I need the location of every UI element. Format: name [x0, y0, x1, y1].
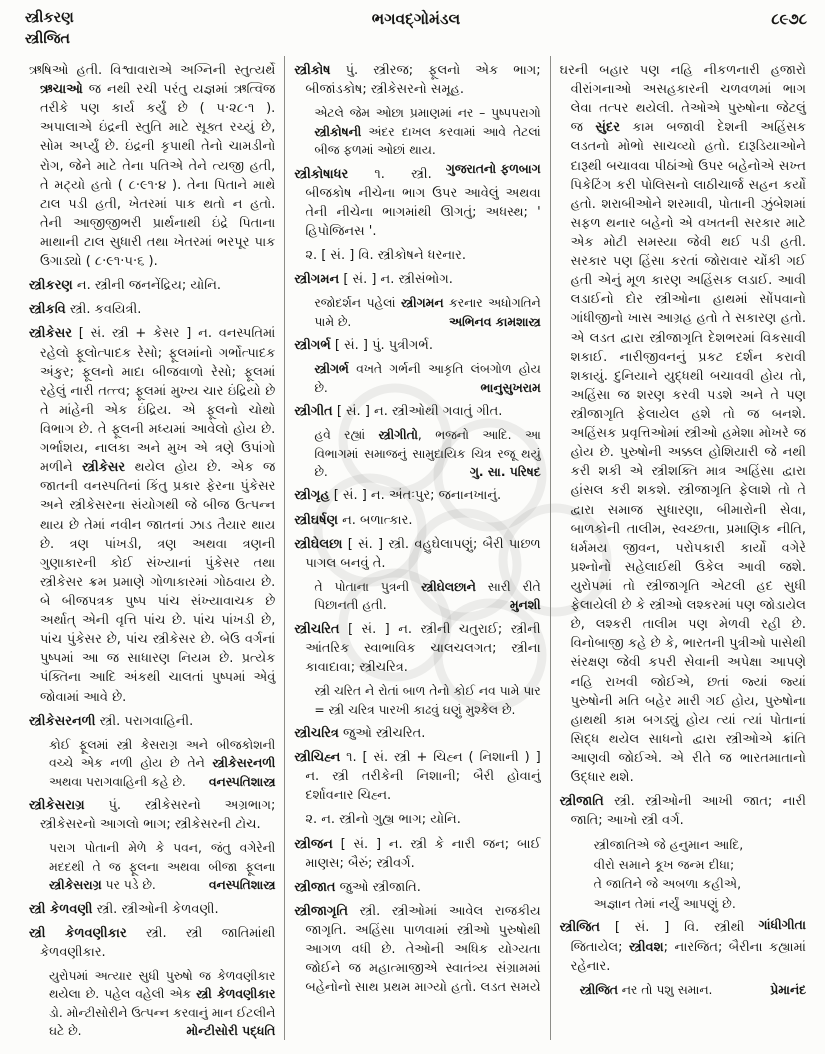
- citation-quote: [49, 839, 275, 894]
- definition-text: નર તો પશુ સમાન.: [617, 982, 713, 997]
- headword-bold-text: સ્ત્રીજન: [294, 836, 333, 852]
- headword-bold-text: સ્ત્રીકેસરાગ્ર: [29, 798, 85, 814]
- dictionary-entry: [29, 300, 275, 319]
- column-3: [550, 56, 815, 1040]
- headword-bold-text: સ્ત્રીકોષ: [294, 63, 331, 78]
- citation-quote: [314, 578, 540, 615]
- definition-text: ઋષિઓ હતી. વિશ્વાવારાએ અગ્નિની સ્તુત્યર્થે: [29, 63, 276, 78]
- headword-bold-text: સ્ત્રીચિહ્ન: [294, 750, 341, 766]
- citation-source: ગુ. સા. પરિષદ: [469, 465, 541, 480]
- column-1: [20, 56, 284, 1040]
- headword-bold-text: સ્ત્રીકોષાધર: [294, 166, 349, 182]
- definition-text: [ સં. ] ન. સ્ત્રીની ચતુરાઈ; સ્ત્રીની આંતરિક સ્વાભાવિક ચાલચલગત; સ્ત્રીના કાવાદાવા; સ્ત્રીચરિત્ર.: [305, 621, 541, 675]
- dictionary-entry: [294, 748, 540, 805]
- headword-bold-text: સ્ત્રીઘર્ષણ: [294, 512, 338, 528]
- definition-text: રજોદર્શન પહેલાં: [314, 296, 402, 311]
- definition-text: ૧. સ્ત્રી. બીજકોષ નીચેના ભાગ ઉપર આવેલું અથવા તેની નીચેના ભાગમાંથી ઊગતું; અધસ્થ; ' હિપોજિનસ '.: [305, 166, 541, 239]
- definition-text: [ સં. ] ન. અંતઃપુર; જનાનખાનું.: [329, 488, 502, 504]
- dictionary-entry: [294, 902, 540, 998]
- page-number: ૮૯૭૮: [771, 10, 807, 28]
- headword-bold-text: સ્ત્રીકેસરનળી: [212, 756, 276, 771]
- headword-bold-text: સ્ત્રીકરણ: [29, 278, 73, 294]
- citation-source: ગાંધીગીતા: [758, 917, 806, 933]
- citation-source: પ્રેમાનંદ: [770, 982, 806, 997]
- headword-bold-text: સ્ત્રીજિત: [579, 982, 618, 997]
- headword-bold-text: સ્ત્રીગર્ભ: [294, 338, 331, 354]
- headword-bold-text: સ્ત્રીગૃહ: [294, 488, 330, 504]
- headword-bold-text: સ્ત્રીકવિ: [29, 302, 66, 318]
- definition-text: [ સં. ] ન. સ્ત્રીસંભોગ.: [339, 272, 453, 288]
- dictionary-entry: [294, 878, 540, 897]
- definition-text: થયેલ હોય છે. એક જ જાતની વનસ્પતિનાં કિંતુ પ્રકાર ફેરના પુંકેસર અને સ્ત્રીકેસરના સંયોગથી જે બીજ ઉત્પન્ન થાય છે તેમાં નવીન જાતનાં ઝાડ તૈયાર થાય છે. ત્રણ પાંખડી, ત્રણ અથવા ત્રણની ગુણાકારની કોઈ સંખ્યાનાં પુંકેસર તથા સ્ત્રીકેસર ક્રમ પ્રમાણે ગોળાકારમાં ગોઠવાય છે. બે બીજપત્રક પુષ્પ પાંચ સંખ્યાવાચક છે અર્થાત્ એની વૃત્તિ પાંચ છે. પાંચ પાંખડી છે, પાંચ પુંકેસર છે, પાંચ સ્ત્રીકેસર છે. બેઉ વર્ગનાં પુષ્પમાં આ જ સાધારણ નિયમ છે. પ્રત્યેક પંક્તિના આદિ અંકથી ચાલતાં પુષ્પમાં એવું જોવામાં આવે છે.: [40, 460, 276, 705]
- definition-text: ૧. [ સં. સ્ત્રી + ચિહ્ન ( નિશાની ) ] ન. સ્ત્રી તરીકેની નિશાની; બૈરી હોવાનું દર્શાવનાર ચિહ્ન.: [305, 750, 541, 804]
- headword-bold-text: સ્ત્રીગમન: [294, 272, 340, 288]
- definition-text: હવે રહ્યાં: [314, 428, 379, 443]
- headword-bold-text: સ્ત્રીઘેલછા: [294, 536, 343, 552]
- dictionary-entry: [294, 336, 540, 355]
- text-columns: [20, 56, 815, 1040]
- dictionary-entry: [29, 276, 275, 295]
- headword-bold-text: સ્ત્રીગીતો: [378, 428, 418, 443]
- citation-source: અભિનવ કામશાસ્ત્ર: [448, 314, 541, 329]
- definition-text: એટલે જેમ ઓછા પ્રમાણમાં નર – પુષ્પપરાગો: [314, 106, 541, 121]
- dictionary-entry: [294, 535, 540, 573]
- headword-bold-text: સ્ત્રીજિત: [559, 920, 601, 936]
- citation-quote: [580, 981, 806, 999]
- header-guide-words: [25, 8, 215, 50]
- headword-bold-text: સ્ત્રીકેસર: [29, 326, 72, 342]
- definition-text: જ નથી રચી પરંતુ યજ્ઞમાં ઋત્વિજ તરીકે પણ કાર્ય કર્યું છે ( ૫·૨૮·૧ ). અપાલાએ ઇંદ્રની સ્તુતિ માટે સૂક્ત રચ્યું છે, સોમ અર્પ્યું છે. ઇંદ્રની કૃપાથી તેનો ચામડીનો રોગ, જેને માટે તેના પતિએ તેને ત્યજી હતી, તે મટ્યો હતો ( ૮·૯૧·૪ ). તેના પિતાને માથે ટાલ પડી હતી, ખેતરમાં પાક થતો ન હતો. તેની આજીજીભરી પ્રાર્થનાથી ઇંદ્રે પિતાના માથાની ટાલ સુધારી તથા ખેતરમાં ભરપૂર પાક ઉગાડ્યો ( ૮·૯૧·૫·૬ ).: [40, 82, 276, 270]
- definition-text: પું. સ્ત્રીકેસરનો અગ્રભાગ; સ્ત્રીકેસરનો આગલો ભાગ; સ્ત્રીકેસરની ટોચ.: [40, 798, 276, 833]
- headword-bold-text: સ્ત્રીજાતિ: [559, 794, 604, 810]
- headword-bold-text: સ્ત્રીકેસર: [82, 460, 126, 476]
- continuation-paragraph: [29, 61, 275, 271]
- headword-bold-text: સ્ત્રીજાત: [294, 879, 336, 895]
- definition-text: ૨. [ સં. ] વિ. સ્ત્રીકોષને ધરનાર.: [305, 247, 467, 263]
- definition-text: [ સં. ] સ્ત્રી. વહુઘેલાપણું; બૈરી પાછળ પાગલ બનવું તે.: [305, 536, 541, 571]
- citation-quote: [314, 294, 540, 331]
- running-header: [25, 8, 807, 50]
- citation-source: ભાનુસુખરામ: [480, 380, 541, 395]
- headword-bold-text: સ્ત્રીગર્ભ: [314, 362, 349, 377]
- definition-text: સ્ત્રી. સ્ત્રી જાતિમાંથી કેળવણીકાર.: [40, 925, 276, 960]
- definition-text: જુઓ સ્ત્રીચરિત.: [338, 725, 426, 741]
- definition-text: [ સં. ] ન. સ્ત્રી કે નારી જન; બાઈ માણસ; બૈરું; સ્ત્રીવર્ગ.: [305, 836, 541, 871]
- definition-text: ન. સ્ત્રીની જનનેંદ્રિય; યોનિ.: [72, 278, 222, 294]
- continuation-paragraph: [294, 810, 540, 829]
- headword-bold-text: સ્ત્રીકેસરાગ્ર: [49, 878, 102, 893]
- definition-text: સ્ત્રી. સ્ત્રીઓમાં આવેલ રાજકીય જાગૃતિ. અહિંસા પાળવામાં સ્ત્રીઓ પુરુષોથી આગળ વધી છે. તેઓની અધિક યોગ્યતા જોઈને જ મહાત્માજીએ સ્વાતંત્ર્ય સંગ્રામમાં બહેનોનો સાથ પ્રથમ માગ્યો હતો. લડત સમયે: [305, 903, 541, 996]
- citation-source: વનસ્પતિશાસ્ત્ર: [208, 774, 276, 789]
- definition-text: જુઓ સ્ત્રીજાતિ.: [335, 879, 421, 895]
- dictionary-entry: [560, 792, 806, 830]
- continuation-paragraph: [560, 61, 806, 787]
- headword-bold-text: ઋચાઓ: [40, 82, 83, 98]
- headword-bold-text: સ્ત્રી કેળવણી: [29, 901, 93, 917]
- headword-bold-text: સ્ત્રીજાગૃતિ: [294, 903, 348, 919]
- definition-text: કોઈ ફૂલમાં સ્ત્રી કેસરાગ્ર અને બીજકોશની વચ્ચે એક નળી હોય છે તેને: [49, 737, 276, 771]
- definition-text: કામ બજાવી દેશની અહિંસક લડતનો મોભો સાચવ્યો હતો. દારૂડિયાઓને દારૂથી બચાવવા પીઠાંઓ ઉપર બહેનોએ સખ્ત પિકેટિંગ કરી પોલિસનો લાઠીચાર્જ સહન કર્યો હતો. શરાબીઓને શરમાવી, પોતાની ઝુંબેશમાં સફળ થનાર બહેનો એ વખતની સરકાર માટે એક મોટી સમસ્યા જેવી થઈ પડી હતી. સરકાર પણ હિંસા કરતાં જોરાવાર ચોંકી ગઈ હતી એનું મૂળ કારણ અહિંસક લડાઈ. આવી લડાઈનો દોર સ્ત્રીઓના હાથમાં સોંપવાનો ગાંધીજીનો ખાસ આગ્રહ હતો તે સકારણ હતો. એ લડત દ્વારા સ્ત્રીજાગૃતિ દેશભરમાં વિકસાવી શકાઈ. નારીજીવનનું પ્રકટ દર્શન કરાવી શકાયું. દુનિયાને યુદ્ધથી બચાવવી હોય તો, અહિંસા જ શરણ કરવી પડશે અને તે પણ સ્ત્રીજાગૃતિ ફેલાયેલ હશે તો જ બનશે. અહિંસક પ્રવૃત્તિઓમાં સ્ત્રીઓ હમેશા મોખરે જ હોય છે. પુરુષોની અક્કલ હોશિયારી જે નથી કરી શકી એ સ્ત્રીશક્તિ માત્ર અહિંસા દ્વારા હાંસલ કરી શકશે. સ્ત્રીજાગૃતિ ફેલાશે તો તે દ્વારા સમાજ સુધારણા, બીમારોની સેવા, બાળકોની તાલીમ, સ્વચ્છતા, પ્રમાણિક નીતિ, ધર્મમય જીવન, પરોપકારી કાર્યો વગેરે પ્રશ્નોનો સહેલાઈથી ઉકેલ આવી જશે. યુરોપમાં તો સ્ત્રીજાગૃતિ એટલી હદ સુધી ફેલાયેલી છે કે સ્ત્રીઓ લશ્કરમાં પણ જોડાયેલ છે, લશ્કરી તાલીમ પણ મેળવી રહી છે. વિનોબાજી કહે છે કે, ભારતની પુત્રીઓ પાસેથી સંરક્ષણ જેવી કપરી સેવાની અપેક્ષા આપણે નહિ રાખવી જોઈએ, છતાં જ્યાં જ્યાં પુરુષોની મતિ બહેર મારી ગઈ હોય, પુરુષોના હાથથી કામ બગડ્યું હોય ત્યાં ત્યાં પોતાનાં સિદ્ધ થયેલ સાધનો દ્વારા સ્ત્રીઓએ ક્રાંતિ આણવી જોઈએ. એ રીતે જ ભારતમાતાનો ઉદ્ધાર થશે.: [570, 120, 806, 786]
- dictionary-entry: [29, 900, 275, 919]
- citation-quote: [314, 682, 540, 719]
- headword-bold-text: સ્ત્રીકેસરનળી: [29, 713, 96, 729]
- definition-text: ડો. મોન્ટીસોરીને ઉત્પન્ન કરવાનું માન ઈટલીને ઘટે છે.: [49, 1005, 276, 1039]
- definition-text: ઘરની બહાર પણ નહિ નીકળનારી હજારો વીરાંગનાઓ અસહકારની ચળવળમાં ભાગ લેવા તત્પર થયેલી. તેઓએ પુરુષોના જેટલું જ: [559, 63, 806, 136]
- dictionary-entry: [294, 61, 540, 99]
- definition-text: સ્ત્રી ચરિત ને રોતાં બાળ તેનો કોઈ નવ પામે પાર = સ્ત્રી ચરિત્ર પારખી કાઢવું ઘણું મુશ્કેલ છે.: [314, 684, 541, 717]
- definition-text: પું. સ્ત્રીરજ; ફૂલનો એક ભાગ; બીજાંડકોષ; સ્ત્રીકેસરનો સમૂહ.: [305, 63, 541, 98]
- headword-bold-text: સ્ત્રીકોષની: [314, 124, 362, 139]
- headword-bold-text: સ્ત્રીઘેલછાને: [421, 579, 476, 594]
- dictionary-entry: [29, 924, 275, 962]
- continuation-paragraph: [294, 246, 540, 265]
- dictionary-entry: [294, 724, 540, 743]
- definition-text: અથવા પરાગવાહિની કહે છે.: [49, 774, 186, 789]
- definition-text: , ભજનો આદિ. આ વિભાગમાં સમાજનું સામુદાયિક ચિત્ર રજૂ થયું છે.: [314, 428, 541, 480]
- definition-text: ; નારજિત; બૈરીના કહ્યામાં રહેનાર.: [570, 939, 806, 974]
- definition-text: અંદર દાખલ કરવામાં આવે તેટલાં બીજ ફળમાં ઓછાં થાય.: [314, 124, 541, 158]
- headword-bold-text: સ્ત્રી કેળવણીકાર: [196, 987, 276, 1002]
- headword-bold-text: સુંદર: [595, 120, 620, 136]
- verse-line: અજ્ઞાન તેમાં નર્યું આપણું છે.: [593, 895, 736, 911]
- dictionary-entry: [294, 511, 540, 530]
- headword-bold-text: સ્ત્રીચરિત્ર: [294, 725, 339, 741]
- dictionary-entry: [29, 712, 275, 731]
- dictionary-entry: [294, 486, 540, 505]
- book-title: ભગવદ્ગોમંડલ: [371, 10, 461, 28]
- definition-text: વખતે ગર્ભની આકૃતિ લંબગોળ હોય છે.: [314, 362, 541, 395]
- header-last-word: સ્ત્રીજિત: [25, 31, 71, 48]
- verse-line: સ્ત્રીજાતિએ જે હનુમાન આદિ,: [593, 837, 744, 853]
- dictionary-entry: [294, 270, 540, 289]
- definition-text: સ્ત્રી. કવયિત્રી.: [65, 302, 142, 318]
- headword-bold-text: સ્ત્રીગીત: [294, 404, 333, 420]
- definition-text: [ સં. ] ન. સ્ત્રીઓથી ગવાતું ગીત.: [332, 404, 503, 420]
- verse-line: તે જાતિને જે અબળા કહીએ,: [593, 876, 742, 892]
- dictionary-entry: [29, 796, 275, 834]
- definition-text: સ્ત્રી. પરાગવાહિની.: [95, 713, 194, 729]
- definition-text: [ સં. સ્ત્રી + કેસર ] ન. વનસ્પતિમાં રહેલો ફૂલોત્પાદક રેસો; ફૂલમાંનો ગર્ભોત્પાદક અંકુર; ફૂલનો માદા બીજવાળો રેસો; ફૂલમાં રહેલું નારી તત્ત્વ; ફૂલમાં મુખ્ય ચાર ઇંદ્રિયો છે તે માંહેની એક ઇંદ્રિય. એ ફૂલનો ચોથો વિભાગ છે. તે ફૂલની મધ્યમાં આવેલો હોય છે. ગર્ભાશય, નાલકા અને મુખ એ ત્રણે ઉપાંગો મળીને: [40, 326, 276, 476]
- verse-quote: [593, 835, 806, 933]
- header-first-word: સ્ત્રીકરણ: [25, 10, 74, 26]
- verse-line: વીરો સમાને કૂખ જન્મ દીધા;: [593, 856, 735, 872]
- citation-source: ગુજરાતનો ફળબાગ: [445, 161, 541, 176]
- definition-text: [ સં. ] વિ. સ્ત્રીથી જિતાયેલ;: [570, 920, 745, 955]
- citation-quote: [314, 104, 541, 176]
- citation-source: મોન્ટીસોરી પદ્ધતિ: [186, 1024, 276, 1039]
- citation-source: મુનશી: [509, 598, 541, 613]
- headword-bold-text: સ્ત્રીવશ: [629, 939, 664, 955]
- definition-text: કરનાર અધોગતિને પામે છે.: [314, 296, 541, 329]
- citation-quote: [314, 360, 540, 397]
- dictionary-entry: [294, 402, 540, 421]
- definition-text: [ સં. ] પું. પુત્રીગર્ભ.: [330, 338, 433, 354]
- definition-text: પરાગ પોતાની મેળે કે પવન, જંતુ વગેરેની મદદથી તે જ ફૂલના અથવા બીજા ફૂલના: [49, 841, 276, 874]
- definition-text: પર પડે છે.: [101, 878, 156, 893]
- headword-bold-text: સ્ત્રી કેળવણીકાર: [29, 925, 127, 941]
- dictionary-entry: [294, 620, 540, 677]
- dictionary-entry: [29, 324, 275, 706]
- dictionary-entry: [294, 835, 540, 873]
- definition-text: ન. બળાત્કાર.: [337, 512, 413, 528]
- definition-text: યુરોપમાં અત્યાર સુધી પુરુષો જ કેળવણીકાર થયેલા છે. પહેલ વહેલી એક: [49, 968, 276, 1002]
- definition-text: તે પોતાના પુત્રની: [314, 579, 422, 594]
- column-2: [284, 56, 549, 1040]
- citation-quote: [49, 967, 275, 1040]
- headword-bold-text: સ્ત્રીગમન: [401, 296, 444, 311]
- definition-text: સ્ત્રી. સ્ત્રીઓની આખી જાત; નારી જાતિ; આખો સ્ત્રી વર્ગ.: [570, 794, 806, 829]
- citation-quote: [314, 426, 540, 481]
- definition-text: સ્ત્રી. સ્ત્રીઓની કેળવણી.: [92, 901, 219, 917]
- citation-quote: [49, 736, 275, 791]
- citation-source: વનસ્પતિશાસ્ત્ર: [208, 878, 276, 893]
- definition-text: ૨. ન. સ્ત્રીનો ગુહ્ય ભાગ; યોનિ.: [305, 812, 461, 828]
- definition-text: સારી રીતે પિછાનતી હતી.: [314, 579, 541, 613]
- headword-bold-text: સ્ત્રીચરિત: [294, 621, 340, 637]
